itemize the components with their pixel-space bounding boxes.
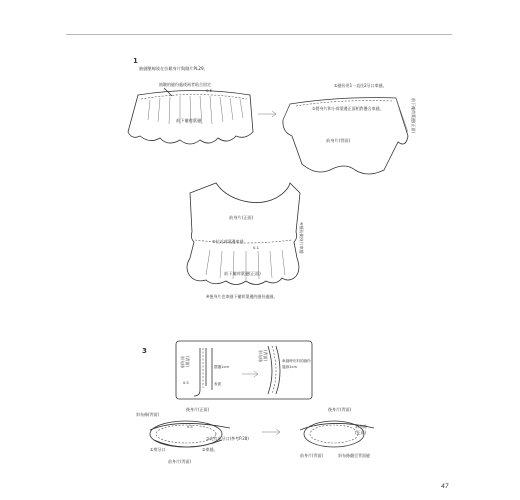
note-gather-mark: 0.5 [206, 88, 213, 93]
box-mark-05: 0.5 [183, 381, 189, 385]
note-gather: 抽皺的縫份處使兩者貼合固定 [159, 82, 211, 87]
bias-detail-left [194, 348, 212, 396]
note-fold: ①縫份用1一直往2牙口車縫。 [334, 83, 387, 88]
mark-05: 0.5 [187, 425, 193, 429]
note-bias-corner: ③先作出牙口(參考P.28) [206, 436, 249, 441]
label-bias-a: 斜布條(背面) [136, 412, 160, 417]
note-seam-mark: 0.1 [253, 245, 260, 250]
note-fold-b: 斜布條翻至背面縫 [338, 453, 370, 458]
note-lay: ③拉近荷葉邊車縫 [212, 239, 244, 244]
box-label-right-1: 斜布條 [258, 350, 263, 362]
note-sew-right: ④縫份側身片車縫 [299, 222, 304, 254]
label-bias-b-1: 斜布條 [355, 424, 367, 429]
caption: ※後身片也車縫下襬荷葉邊的縫份處縫。 [206, 294, 278, 299]
label-back-body-d: 前身片(背面) [300, 453, 324, 458]
front-body-drawing [187, 183, 300, 285]
detail-box [176, 341, 312, 399]
label-front-body: 前身片(正面) [229, 215, 254, 220]
label-back-body-b: 後身片(背面) [328, 407, 352, 412]
step3-number: 3 [142, 347, 147, 355]
bias-detail-right [268, 346, 280, 394]
page-number: 47 [441, 483, 449, 490]
box-label-left-1: 斜布條 [180, 356, 185, 368]
box-note-1b: 表面 [214, 382, 222, 386]
label-peplum-outer: 前下襬荷葉邊(正面) [224, 271, 261, 276]
label-back-body-a: 後身片(正面) [186, 407, 210, 412]
label-bias-b-2: (正面) [355, 430, 367, 435]
box-label-right-2: (背面) [263, 350, 268, 362]
step-arrow-1 [258, 111, 276, 117]
step1-number: 1 [133, 57, 138, 65]
note-seam-b: ②車縫。 [202, 447, 218, 452]
label-back-side: 前身片(背面) [326, 138, 351, 143]
gathered-peplum-drawing [128, 88, 253, 144]
box-label-left-2: (背面) [185, 356, 190, 368]
label-back-body-c: 前身片(背面) [168, 459, 192, 464]
box-note-2b: 邊緣1cm [282, 365, 297, 369]
step-arrow-3 [262, 429, 280, 435]
step-arrow-2 [242, 371, 258, 377]
note-press: ②將身片和小荷葉邊正面相對疊合車縫。 [312, 106, 384, 111]
label-peplum-inner: 前下襬荷葉邊 [176, 118, 202, 123]
box-note-1: 摺疊1cm [214, 365, 229, 369]
label-side-vertical: 前下襬荷葉邊(正面) [411, 98, 416, 134]
note-seam-a: ①剪牙口 [150, 447, 166, 452]
box-note-2: 車縫時布料的縫份 [282, 359, 311, 363]
step1-intro: 抽縫壓線放在拉鬆身片與側片PL29。 [139, 66, 208, 71]
